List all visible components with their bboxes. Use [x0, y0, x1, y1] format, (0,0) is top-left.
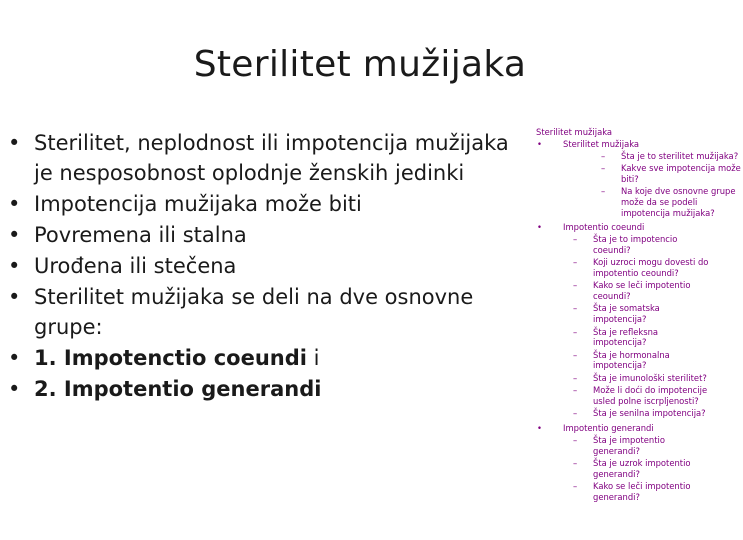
outline-question-text: Šta je uzrok impotentio generandi?: [593, 457, 691, 479]
dash-icon: –: [573, 303, 578, 314]
bullet-text: Impotencija mužijaka može biti: [34, 192, 362, 216]
outline-question: [563, 303, 713, 325]
outline-question: [563, 327, 713, 349]
dash-icon: –: [573, 234, 578, 245]
outline-question: [563, 408, 713, 419]
outline-bullet-icon: •: [537, 138, 542, 149]
outline-question: [591, 163, 743, 185]
bullet-dot-icon: •: [8, 254, 21, 278]
dash-icon: –: [601, 162, 606, 173]
bullet-dot-icon: •: [8, 285, 21, 309]
outline-section: [536, 423, 716, 503]
bullet-text: Sterilitet, neplodnost ili impotencija mužijaka je nesposobnost oplodnje ženskih jedinki: [34, 131, 509, 185]
bullet-suffix: i: [306, 346, 320, 370]
outline-question: [563, 435, 713, 457]
outline-question: [563, 481, 713, 503]
outline-question: [563, 385, 713, 407]
outline-panel: [536, 127, 741, 505]
outline-question: [563, 350, 713, 372]
outline-question-text: Kakve sve impotencija može biti?: [621, 162, 741, 184]
main-bullet-list: [8, 128, 528, 405]
dash-icon: –: [573, 408, 578, 419]
outline-question: [563, 458, 713, 480]
outline-question-text: Na koje dve osnovne grupe može da se podeli impotencija mužijaka?: [621, 185, 736, 218]
dash-icon: –: [573, 326, 578, 337]
dash-icon: –: [573, 480, 578, 491]
dash-icon: –: [601, 150, 606, 161]
bullet-item: [8, 189, 528, 219]
outline-question: [563, 234, 713, 256]
dash-icon: –: [573, 257, 578, 268]
outline-question: [563, 280, 713, 302]
dash-icon: –: [573, 349, 578, 360]
bullet-text: Povremena ili stalna: [34, 223, 247, 247]
bullet-item: [8, 343, 528, 373]
bullet-text: 2. Impotentio generandi: [34, 377, 322, 401]
dash-icon: –: [573, 434, 578, 445]
outline-section-title: Sterilitet mužijaka: [563, 138, 640, 149]
bullet-item: [8, 282, 528, 342]
dash-icon: –: [601, 185, 606, 196]
outline-question-text: Šta je refleksna impotencija?: [593, 326, 659, 348]
outline-question-text: Šta je senilna impotencija?: [593, 408, 706, 419]
bullet-text: 1. Impotenctio coeundi: [34, 346, 307, 370]
bullet-item: [8, 220, 528, 250]
bullet-dot-icon: •: [8, 131, 21, 155]
outline-bullet-icon: •: [537, 222, 542, 233]
dash-icon: –: [573, 457, 578, 468]
outline-question: [563, 373, 713, 384]
bullet-item: [8, 251, 528, 281]
outline-question-text: Šta je to sterilitet mužijaka?: [621, 150, 739, 161]
outline-question: [563, 257, 713, 279]
dash-icon: –: [573, 280, 578, 291]
bullet-dot-icon: •: [8, 192, 21, 216]
outline-section: [536, 222, 716, 419]
outline-question-list: [591, 150, 741, 219]
bullet-item: [8, 374, 528, 404]
outline-question-list: [563, 234, 716, 419]
bullet-text: Urođena ili stečena: [34, 254, 237, 278]
bullet-item: [8, 128, 528, 188]
outline-question-text: Šta je hormonalna impotencija?: [593, 349, 670, 371]
outline-question-text: Šta je impotentio generandi?: [593, 434, 665, 456]
bullet-dot-icon: •: [8, 377, 21, 401]
outline-section-title: Impotentio generandi: [563, 422, 654, 433]
outline-question-text: Šta je somatska impotencija?: [593, 303, 660, 325]
outline-question-text: Šta je to impotencio coeundi?: [593, 234, 678, 255]
dash-icon: –: [573, 372, 578, 383]
bullet-text: Sterilitet mužijaka se deli na dve osnovne grupe:: [34, 285, 474, 339]
outline-question-text: Može li doći do impotencije usled polne iscrpljenosti?: [593, 385, 708, 406]
dash-icon: –: [573, 385, 578, 396]
outline-question-text: Kako se leči impotentio generandi?: [593, 480, 691, 502]
outline-section-title: Impotentio coeundi: [563, 222, 645, 233]
outline-question: [591, 186, 743, 218]
bullet-dot-icon: •: [8, 346, 21, 370]
outline-section: [536, 138, 741, 219]
outline-question-text: Kako se leči impotentio ceoundi?: [593, 280, 691, 302]
outline-bullet-icon: •: [537, 422, 542, 433]
outline-question-list: [563, 435, 716, 503]
outline-heading: Sterilitet mužijaka: [536, 127, 613, 137]
outline-question-text: Šta je imunološki sterilitet?: [593, 372, 707, 383]
outline-question: [591, 151, 743, 162]
bullet-dot-icon: •: [8, 223, 21, 247]
outline-question-text: Koji uzroci mogu dovesti do impotentio ceoundi?: [593, 257, 709, 279]
slide-title: Sterilitet mužijaka: [193, 44, 527, 85]
